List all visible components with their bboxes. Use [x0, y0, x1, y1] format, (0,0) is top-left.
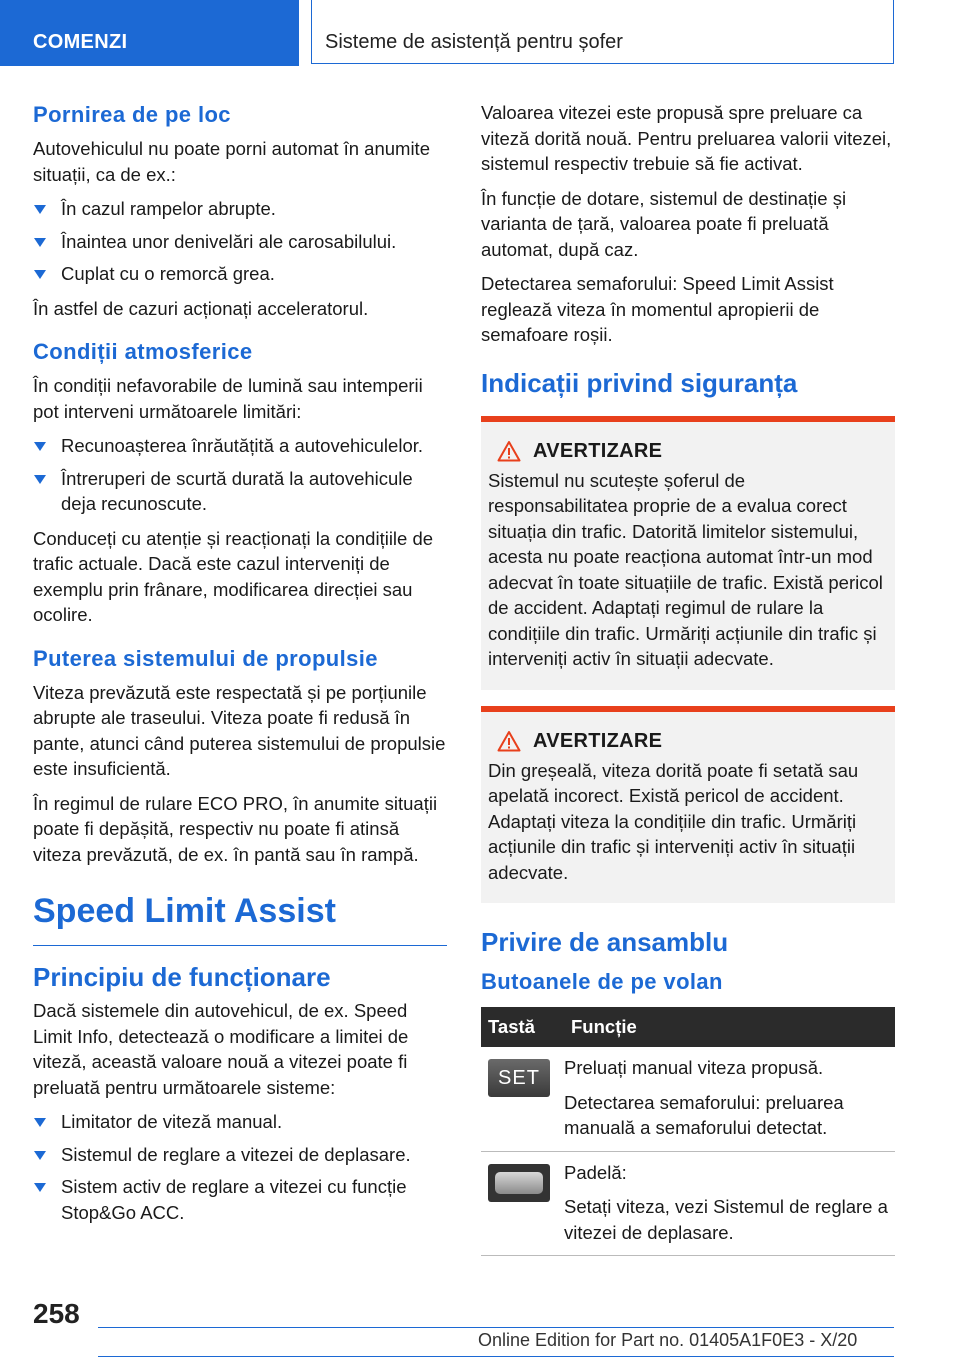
heading-conditii: Condiții atmosferice: [33, 339, 253, 364]
list-item: Întreruperi de scurtă durată la autovehicule deja recunoscute.: [33, 466, 447, 517]
paragraph: Autovehiculul nu poate porni automat în anumite situații, ca de ex.:: [33, 138, 430, 185]
right-column: [481, 100, 895, 1256]
list-item: Limitator de viteză manual.: [33, 1109, 447, 1135]
steering-buttons-table: [481, 1007, 895, 1256]
main-title: Speed Limit Assist: [33, 889, 447, 946]
bullet-triangle-icon: [34, 238, 46, 247]
paragraph: Conduceți cu atenție și reacționați la condițiile de trafic actuale. Dacă este cazul interveniți de exemplu prin frânare, modificarea direcției sau ocolire.: [33, 527, 434, 625]
table-row: [481, 1047, 895, 1151]
page-footer: [0, 1290, 960, 1362]
bullet-list: [33, 196, 447, 287]
paddle-icon: [488, 1164, 550, 1202]
function-cell: Padelă: Setați viteza, vezi Sistemul de reglare a vitezei de deplasare.: [564, 1151, 895, 1256]
warning-header: [488, 440, 887, 463]
warning-text: Sistemul nu scutește șoferul de responsabilitatea proprie de a evalua corect situația din trafic. Datorită limitelor sistemului, acesta nu poate reacționa automat într-un mod adecvat în toate situațiile de trafic. Există pericol de accident. Adaptați regimul de rulare la condițiile din trafic. Urmăriți acțiunile din trafic și interveniți activ în situații adecvate.: [488, 469, 883, 669]
bullet-triangle-icon: [34, 475, 46, 484]
list-item: Recunoașterea înrăutățită a autovehiculelor.: [33, 433, 447, 459]
function-cell: Preluați manual viteza propusă. Detectarea semaforului: preluarea manuală a semaforului detectat.: [564, 1047, 895, 1151]
paragraph: Dacă sistemele din autovehicul, de ex. Speed Limit Info, detectează o modificare a limitei de viteză, această valoare nouă a vitezei poate fi preluată pentru următoarele sisteme:: [33, 1000, 409, 1098]
key-cell: [481, 1151, 564, 1256]
heading-pornirea: Pornirea de pe loc: [33, 102, 231, 127]
paragraph: Valoarea vitezei este propusă spre preluare ca viteză dorită nouă. Pentru preluarea valorii vitezei, sistemul respectiv trebuie să fie activat.: [481, 102, 892, 174]
page-number: 258: [33, 1298, 80, 1329]
bullet-triangle-icon: [34, 205, 46, 214]
warning-box: [481, 416, 895, 690]
heading-siguranta: Indicații privind siguranța: [481, 367, 798, 398]
bullet-triangle-icon: [34, 1118, 46, 1127]
heading-privire: Privire de ansamblu: [481, 927, 729, 957]
bullet-triangle-icon: [34, 270, 46, 279]
table-row: [481, 1151, 895, 1256]
paragraph: În regimul de rulare ECO PRO, în anumite situații poate fi depășită, respectiv nu poate fi atinsă viteza prevăzută, de ex. în pantă sau în rampă.: [33, 792, 438, 865]
section-label: Sisteme de asistență pentru șofer: [325, 31, 623, 53]
paragraph: În funcție de dotare, sistemul de destinație și varianta de țară, valoarea poate fi preluată automat, după caz.: [481, 187, 847, 260]
list-item: Înaintea unor denivelări ale carosabilului.: [33, 229, 447, 255]
left-column: [33, 100, 447, 1234]
set-button-icon: SET: [488, 1059, 550, 1097]
list-item: Cuplat cu o remorcă grea.: [33, 261, 447, 287]
table-header-row: [481, 1007, 895, 1047]
heading-butoanele: Butoanele de pe volan: [481, 969, 723, 994]
chapter-label: COMENZI: [33, 31, 128, 53]
paragraph: În astfel de cazuri acționați acceleratorul.: [33, 297, 369, 319]
column-header-function: Funcție: [564, 1007, 895, 1047]
warning-triangle-icon: [497, 440, 521, 462]
footer-rule: [98, 1356, 894, 1357]
warning-label: AVERTIZARE: [533, 729, 663, 752]
edition-text: Online Edition for Part no. 01405A1F0E3 - X/20: [478, 1330, 858, 1350]
list-item: În cazul rampelor abrupte.: [33, 196, 447, 222]
paragraph: Detectarea semaforului: Speed Limit Assist reglează viteza în momentul apropierii de semafoare roșii.: [481, 273, 834, 345]
paragraph: Viteza prevăzută este respectată și pe porțiunile abrupte ale traseului. Viteza poate fi redusă în pante, atunci când puterea sistemului de propulsie este insuficientă.: [33, 681, 446, 779]
warning-label: AVERTIZARE: [533, 439, 663, 462]
bullet-triangle-icon: [34, 442, 46, 451]
warning-text: Din greșeală, viteza dorită poate fi setată sau apelată incorect. Există pericol de accident. Adaptați viteza la condițiile din trafic. Urmăriți acțiunile din trafic și interveniți activ în situații adecvate.: [488, 759, 859, 883]
warning-header: [488, 730, 887, 753]
paragraph: În condiții nefavorabile de lumină sau intemperii pot interveni următoarele limitări:: [33, 375, 423, 422]
warning-triangle-icon: [497, 730, 521, 752]
bullet-triangle-icon: [34, 1151, 46, 1160]
list-item: Sistemul de reglare a vitezei de deplasare.: [33, 1142, 447, 1168]
list-item: Sistem activ de reglare a vitezei cu funcție Stop&Go ACC.: [33, 1174, 447, 1225]
warning-box: [481, 706, 895, 904]
page-header: [0, 0, 960, 66]
footer-rule: [98, 1327, 894, 1328]
key-cell: [481, 1047, 564, 1151]
bullet-list: [33, 433, 447, 517]
bullet-list: [33, 1109, 447, 1225]
heading-principiu: Principiu de funcționare: [33, 962, 331, 992]
bullet-triangle-icon: [34, 1183, 46, 1192]
heading-puterea: Puterea sistemului de propulsie: [33, 645, 378, 671]
column-header-key: Tastă: [481, 1007, 564, 1047]
section-header: [311, 0, 894, 64]
chapter-tab: [0, 0, 299, 66]
